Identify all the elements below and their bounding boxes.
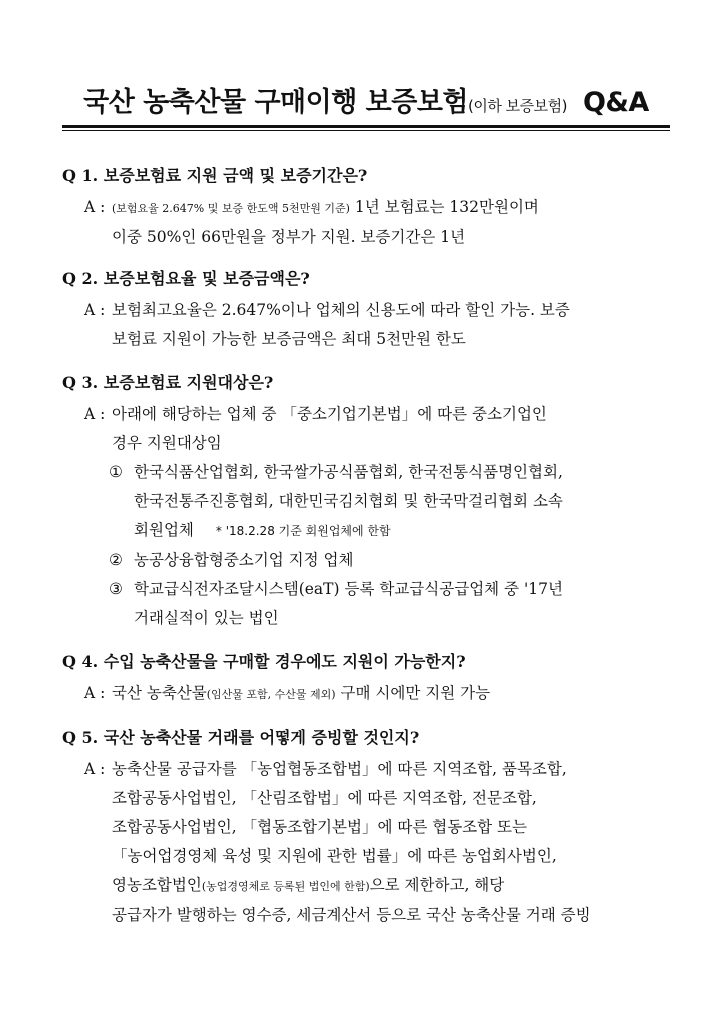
sub-item-number: ② xyxy=(109,551,123,569)
answer-3 xyxy=(62,400,670,633)
answer-4-post: 구매 시에만 지원 가능 xyxy=(335,684,491,702)
qa-item-4 xyxy=(62,651,670,709)
answer-5-line-4: 「농어업경영체 육성 및 지원에 관한 법률」에 따른 농업회사법인, xyxy=(112,847,557,865)
sub-item-3-line-1: 학교급식전자조달시스템(eaT) 등록 학교급식공급업체 중 '17년 xyxy=(134,580,563,598)
sub-item-number: ① xyxy=(109,463,123,481)
sub-item-number: ③ xyxy=(109,580,123,598)
question-5: Q 5. 국산 농축산물 거래를 어떻게 증빙할 것인지? xyxy=(62,728,420,747)
sub-item-3-line-2: 거래실적이 있는 법인 xyxy=(134,609,279,627)
title-rule-thin xyxy=(62,130,670,131)
answer-label: A : xyxy=(84,760,106,778)
title-qa: Q&A xyxy=(582,87,649,118)
answer-label: A : xyxy=(84,198,106,216)
qa-item-1 xyxy=(62,165,670,252)
sub-item-1 xyxy=(109,458,670,546)
qa-item-5 xyxy=(62,727,670,930)
answer-1-note: (보험요율 2.647% 및 보증 한도액 5천만원 기준) xyxy=(112,202,350,215)
answer-2-line-1: 보험최고요율은 2.647%이나 업체의 신용도에 따라 할인 가능. 보증 xyxy=(112,301,570,319)
answer-1-line-2: 이중 50%인 66만원을 정부가 지원. 보증기간은 1년 xyxy=(112,228,466,246)
sub-item-1-line-2: 한국전통주진흥협회, 대한민국김치협회 및 한국막걸리협회 소속 xyxy=(134,492,563,510)
question-2: Q 2. 보증보험요율 및 보증금액은? xyxy=(62,269,310,288)
answer-1-line-1: 1년 보험료는 132만원이며 xyxy=(349,198,539,216)
sub-item-2-line-1: 농공상융합형중소기업 지정 업체 xyxy=(134,551,354,569)
answer-label: A : xyxy=(84,684,106,702)
answer-5-note: (농업경영체로 등록된 법인에 한함) xyxy=(201,880,370,893)
answer-3-line-1: 아래에 해당하는 업체 중 「중소기업기본법」에 따른 중소기업인 xyxy=(112,405,547,423)
question-4: Q 4. 수입 농축산물을 구매할 경우에도 지원이 가능한지? xyxy=(62,652,466,671)
sub-item-1-line-1: 한국식품산업협회, 한국쌀가공식품협회, 한국전통식품명인협회, xyxy=(134,463,563,481)
answer-5-line-5-pre: 영농조합법인 xyxy=(112,876,202,894)
answer-3-line-2: 경우 지원대상임 xyxy=(112,434,222,452)
answer-5 xyxy=(62,755,670,930)
answer-label: A : xyxy=(84,301,106,319)
answer-2-line-2: 보험료 지원이 가능한 보증금액은 최대 5천만원 한도 xyxy=(112,330,466,348)
sub-item-3 xyxy=(109,575,670,633)
answer-2 xyxy=(62,296,670,354)
sub-item-1-line-3: 회원업체 xyxy=(134,521,194,539)
qa-item-2 xyxy=(62,268,670,354)
answer-4-pre: 국산 농축산물 xyxy=(112,684,207,702)
question-3: Q 3. 보증보험료 지원대상은? xyxy=(62,373,274,392)
answer-1 xyxy=(62,193,670,252)
title-main: 국산 농축산물 구매이행 보증보험 xyxy=(83,87,469,118)
answer-5-line-3: 조합공동사업법인, 「협동조합기본법」에 따른 협동조합 또는 xyxy=(112,818,527,836)
title-sub: (이하 보증보험) xyxy=(468,97,567,115)
sub-item-1-note: * '18.2.28 기준 회원업체에 한함 xyxy=(215,524,391,538)
sub-item-2 xyxy=(109,546,670,575)
title-rule-thick xyxy=(62,125,670,128)
answer-4 xyxy=(62,679,670,709)
answer-5-line-6: 공급자가 발행하는 영수증, 세금계산서 등으로 국산 농축산물 거래 증빙 xyxy=(112,906,591,924)
qa-item-3 xyxy=(62,372,670,633)
document-title xyxy=(62,0,670,119)
answer-5-line-1: 농축산물 공급자를 「농업협동조합법」에 따른 지역조합, 품목조합, xyxy=(112,760,567,778)
answer-5-line-2: 조합공동사업법인, 「산림조합법」에 따른 지역조합, 전문조합, xyxy=(112,789,537,807)
question-1: Q 1. 보증보험료 지원 금액 및 보증기간은? xyxy=(62,166,368,185)
answer-4-note: (임산물 포함, 수산물 제외) xyxy=(206,688,336,701)
answer-label: A : xyxy=(84,405,106,423)
answer-5-line-5-post: 으로 제한하고, 해당 xyxy=(369,876,505,894)
